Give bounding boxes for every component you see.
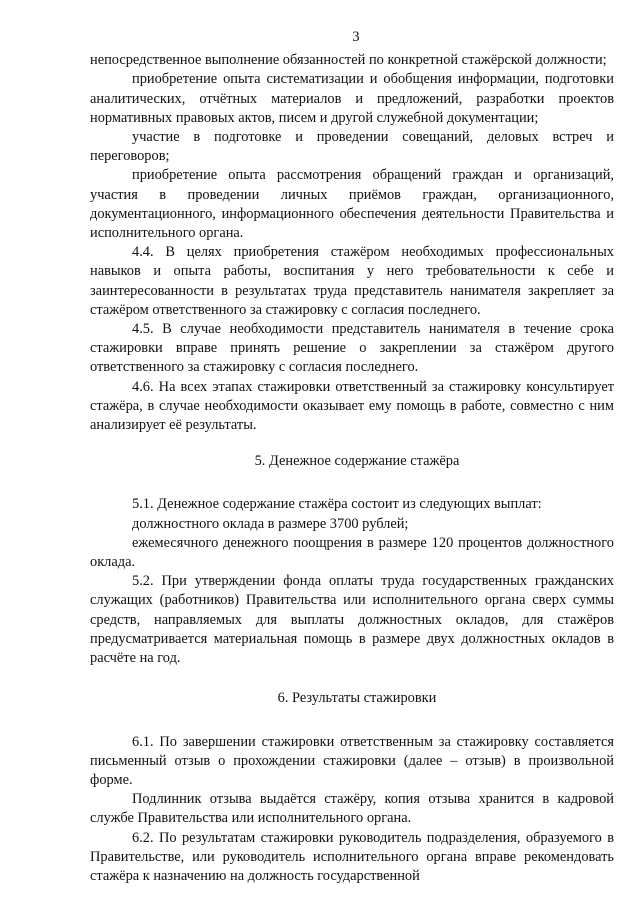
paragraph: приобретение опыта систематизации и обобщения информации, подготовки аналитических, отчётных материалов и предложений, разработки проектов нормативных правовых актов, писем и другой служебной документации;: [90, 71, 614, 126]
page-number: 3: [352, 29, 360, 45]
document-page: [90, 28, 614, 886]
paragraph: Подлинник отзыва выдаётся стажёру, копия отзыва хранится в кадровой службе Правительства или исполнительного органа.: [90, 791, 614, 827]
paragraph-6-2: 6.2. По результатам стажировки руководитель подразделения, образуемого в Правительстве, или руководитель исполнительного органа вправе рекомендовать стажёра к назначению на должность государственной: [90, 829, 614, 884]
paragraph: должностного оклада в размере 3700 рублей;: [132, 515, 409, 532]
paragraph: ежемесячного денежного поощрения в размере 120 процентов должностного оклада.: [90, 534, 614, 571]
paragraph-4-6: 4.6. На всех этапах стажировки ответственный за стажировку консультирует стажёра, в случае необходимости оказывает ему помощь в работе, совместно с ним анализирует её результаты.: [90, 378, 614, 434]
paragraph: участие в подготовке и проведении совещаний, деловых встреч и переговоров;: [90, 129, 614, 165]
paragraph: непосредственное выполнение обязанностей по конкретной стажёрской должности;: [90, 52, 607, 69]
section-5-heading: 5. Денежное содержание стажёра: [254, 453, 460, 470]
paragraph-4-4: 4.4. В целях приобретения стажёром необходимых профессиональных навыков и опыта работы, воспитания у него требовательности к себе и заинтересованности в результатах труда представитель нанимателя закрепляет за стажёром ответственного за стажировку с согласия последнего.: [90, 244, 614, 318]
paragraph: приобретение опыта рассмотрения обращений граждан и организаций, участия в проведении личных приёмов граждан, организационного, документационного, информационного обеспечения деятельности Правительства и исполнительного органа.: [90, 167, 614, 242]
paragraph-6-1: 6.1. По завершении стажировки ответственным за стажировку составляется письменный отзыв о прохождении стажировки (далее – отзыв) в произвольной форме.: [90, 733, 614, 788]
paragraph-5-1: 5.1. Денежное содержание стажёра состоит из следующих выплат:: [132, 496, 542, 513]
paragraph-4-5: 4.5. В случае необходимости представитель нанимателя в течение срока стажировки вправе принять решение о закреплении за стажёром другого ответственного за стажировку с согласия последнего.: [90, 321, 614, 376]
paragraph-5-2: 5.2. При утверждении фонда оплаты труда государственных гражданских служащих (работников) Правительства или исполнительного органа сверх суммы средств, направляемых для выплаты должностных окладов, для стажёров предусматривается материальная помощь в размере двух должностных окладов в расчёте на год.: [90, 573, 614, 667]
section-6-heading: 6. Результаты стажировки: [277, 690, 437, 707]
